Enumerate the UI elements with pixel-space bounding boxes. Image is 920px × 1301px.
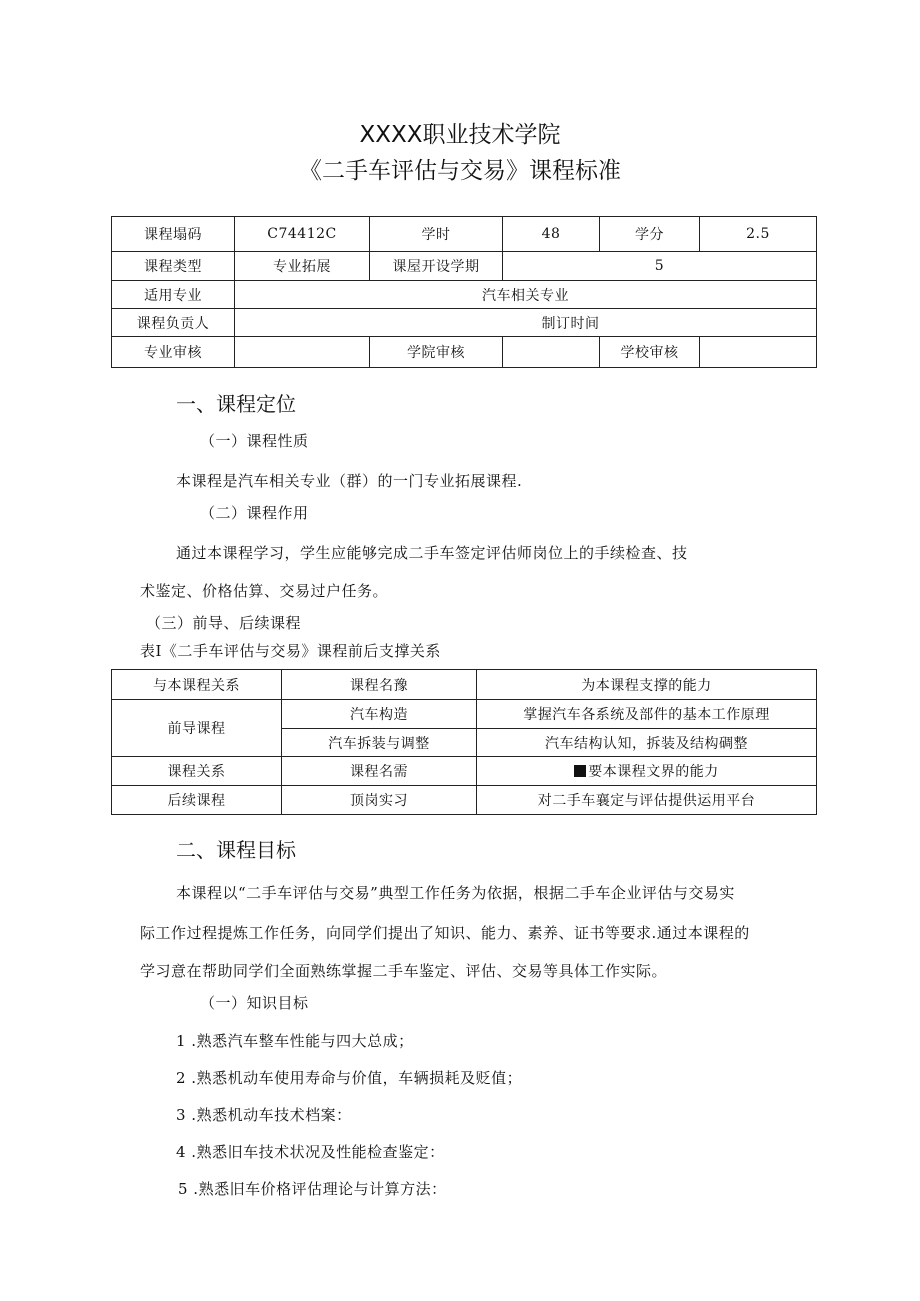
course-code-label: 课程塌码 (112, 217, 235, 252)
semester-label: 课屋开设学期 (370, 252, 503, 281)
section1-para2-line1: 通过本课程学习，学生应能够完成二手车签定评估师岗位上的手续检查、技 (176, 544, 688, 562)
college-review-value (503, 337, 600, 368)
college-review-label: 学院审核 (370, 337, 503, 368)
section1-sub1: （一）课程性质 (200, 432, 309, 450)
section2-para-line1: 本课程以“二手车评估与交易”典型工作任务为依据，根据二手车企业评估与交易实 (176, 884, 735, 902)
section2-heading: 二、课程目标 (176, 838, 296, 862)
table-cell-relation: 课程关系 (112, 757, 282, 786)
table-cell-ability: 汽车结构认知，拆装及结构碉整 (477, 729, 817, 757)
major-review-label: 专业审核 (112, 337, 235, 368)
list-item: 1 .熟悉汽车整车性能与四大总成； (176, 1032, 414, 1050)
table-cell-ability: 掌握汽车各系统及部件的基本工作原理 (477, 700, 817, 729)
document-title-line2: 《二手车评估与交易》课程标准 (299, 158, 621, 184)
course-info-table (111, 216, 817, 368)
hours-label: 学时 (370, 217, 503, 252)
section1-heading: 一、课程定位 (176, 392, 296, 416)
school-review-label: 学校审核 (600, 337, 700, 368)
course-code-value: C74412C (235, 217, 370, 252)
black-square-icon (574, 765, 586, 777)
table-cell-course: 课程名需 (282, 757, 477, 786)
document-title-line1: XXXX职业技术学院 (359, 122, 561, 148)
date-label: 制订时间 (541, 315, 600, 332)
table-cell-course: 汽车拆装与调整 (282, 729, 477, 757)
ability-text: 要本课程文界的能力 (588, 764, 719, 780)
list-item: 3 .熟悉机动车技术档案： (176, 1106, 352, 1124)
ability-header: 为本课程支撑的能力 (477, 670, 817, 700)
course-name-header: 课程名豫 (282, 670, 477, 700)
section2-para-line3: 学习意在帮助同学们全面熟练掌握二手车鉴定、评估、交易等具体工作实际。 (140, 962, 668, 980)
section1-para1: 本课程是汽车相关专业（群）的一门专业拓展课程. (176, 472, 523, 490)
course-relation-table (111, 669, 817, 815)
list-item: 5 .熟悉旧车价格评估理论与计算方法： (178, 1180, 447, 1198)
section1-sub3: （三）前导、后续课程 (146, 614, 302, 632)
semester-value: 5 (503, 252, 817, 281)
course-type-label: 课程类型 (112, 252, 235, 281)
table-cell-course: 汽车构造 (282, 700, 477, 729)
list-item: 2 .熟悉机动车使用寿命与价值，车辆损耗及贬值； (176, 1069, 523, 1087)
major-value: 汽车相关专业 (235, 281, 817, 309)
credit-label: 学分 (600, 217, 700, 252)
relation-header: 与本课程关系 (112, 670, 282, 700)
major-label: 适用专业 (112, 281, 235, 309)
section1-para2-line2: 术鉴定、价格估算、交易过户任务。 (140, 582, 389, 600)
course-type-value: 专业拓展 (235, 252, 370, 281)
school-review-value (700, 337, 817, 368)
knowledge-goals-heading: （一）知识目标 (200, 994, 309, 1012)
owner-date-cell (235, 309, 817, 337)
table-cell-relation: 后续课程 (112, 786, 282, 815)
list-item: 4 .熟悉旧车技术状况及性能检查鉴定： (176, 1143, 445, 1161)
prereq-label: 前导课程 (112, 700, 282, 757)
table-cell-ability (477, 757, 817, 786)
relation-table-caption: 表I《二手车评估与交易》课程前后支撑关系 (140, 642, 441, 660)
credit-value: 2.5 (700, 217, 817, 252)
table-cell-course: 顶岗实习 (282, 786, 477, 815)
table-cell-ability: 对二手车襄定与评估提供运用平台 (477, 786, 817, 815)
section2-para-line2: 际工作过程提炼工作任务，向同学们提出了知识、能力、素养、证书等要求.通过本课程的 (140, 924, 750, 942)
owner-label: 课程负贡人 (112, 309, 235, 337)
section1-sub2: （二）课程作用 (200, 504, 309, 522)
major-review-value (235, 337, 370, 368)
hours-value: 48 (503, 217, 600, 252)
